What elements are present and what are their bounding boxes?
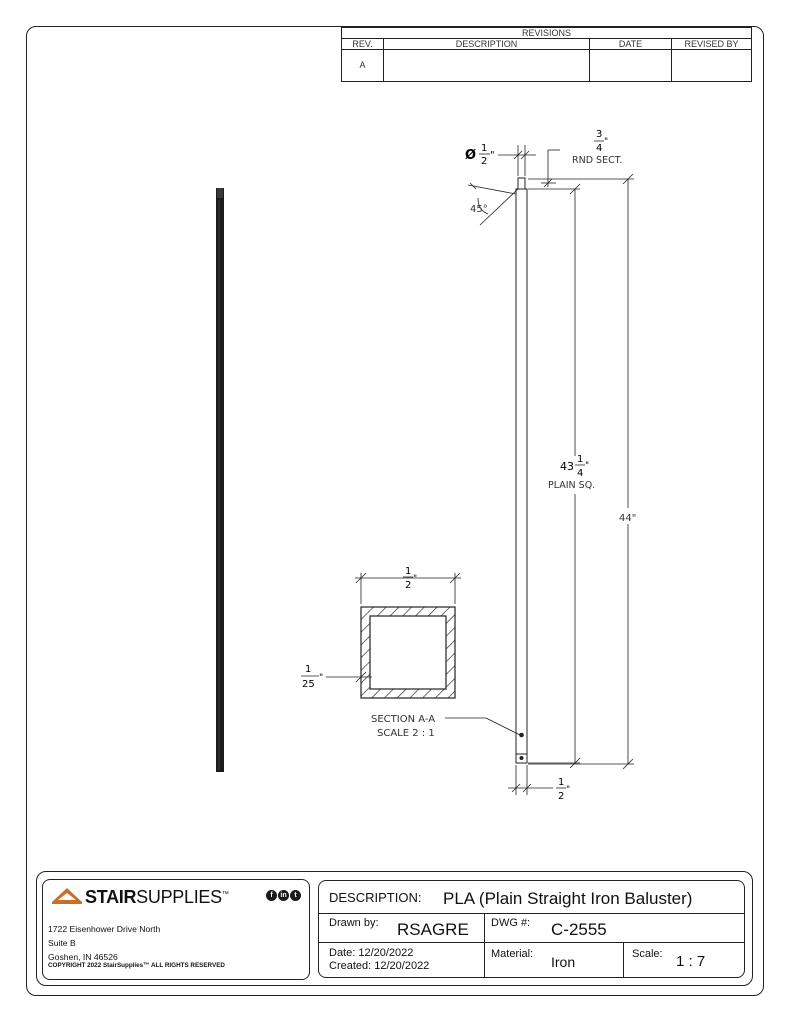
plain-length-denominator: 4 bbox=[577, 468, 584, 479]
dwg-number-value: C-2555 bbox=[551, 920, 607, 939]
facebook-icon[interactable]: f bbox=[266, 890, 277, 901]
pin-diameter-unit: " bbox=[490, 150, 495, 161]
address-line-1: 1722 Eisenhower Drive North bbox=[48, 924, 161, 934]
plain-length-label: PLAIN SQ. bbox=[548, 480, 596, 491]
section-width-unit: " bbox=[413, 574, 418, 584]
drawn-by-cell bbox=[319, 914, 485, 943]
pin-diameter-numerator: 1 bbox=[481, 143, 488, 154]
description-value: PLA (Plain Straight Iron Baluster) bbox=[443, 889, 693, 908]
dwg-number-label: DWG #: bbox=[491, 917, 531, 929]
drawn-by-label: Drawn by: bbox=[329, 917, 379, 929]
scale-value: 1 : 7 bbox=[676, 953, 706, 970]
section-width-numerator: 1 bbox=[405, 566, 412, 577]
description-label: DESCRIPTION: bbox=[329, 890, 422, 905]
date-cell bbox=[319, 943, 485, 977]
description-row bbox=[319, 881, 744, 914]
wall-thickness-unit: " bbox=[319, 673, 324, 683]
round-section-denominator: 4 bbox=[596, 143, 603, 154]
baluster-3d-view bbox=[216, 188, 224, 772]
date-header: DATE bbox=[589, 39, 671, 49]
twitter-icon[interactable]: t bbox=[290, 890, 301, 901]
company-logo bbox=[52, 885, 242, 907]
social-icons bbox=[266, 884, 306, 898]
section-a-a-view bbox=[361, 607, 455, 698]
plain-length-dimension bbox=[528, 184, 580, 768]
pin-diameter-denominator: 2 bbox=[481, 156, 488, 167]
address-line-3: Goshen, IN 46526 bbox=[48, 952, 118, 962]
linkedin-icon[interactable]: in bbox=[278, 890, 289, 901]
plain-length-numerator: 1 bbox=[577, 454, 584, 465]
section-leader-line bbox=[445, 718, 520, 735]
section-width-denominator: 2 bbox=[405, 580, 412, 591]
material-label: Material: bbox=[491, 948, 534, 960]
logo-bold-text: STAIR bbox=[85, 887, 137, 907]
rev-header: REV. bbox=[352, 39, 373, 49]
scale-label: Scale: bbox=[632, 948, 663, 960]
wall-thickness-denominator: 25 bbox=[302, 679, 315, 690]
logo-tm: ™ bbox=[221, 891, 229, 898]
plain-length-unit: " bbox=[585, 461, 590, 471]
bar-width-unit: " bbox=[566, 785, 571, 795]
created-line: Created: 12/20/2022 bbox=[329, 960, 430, 972]
pin-diameter-dimension bbox=[498, 145, 536, 176]
dwg-number-cell bbox=[485, 914, 744, 943]
logo-regular-text: SUPPLIES bbox=[136, 887, 222, 907]
drawn-by-value: RSAGRE bbox=[397, 920, 469, 939]
drawing-info-box bbox=[318, 880, 745, 978]
material-cell bbox=[485, 943, 624, 977]
description-header: DESCRIPTION bbox=[383, 39, 589, 49]
wall-thickness-numerator: 1 bbox=[305, 664, 312, 675]
revisions-title: REVISIONS bbox=[521, 28, 571, 38]
section-label: SECTION A-A bbox=[371, 714, 436, 725]
round-section-unit: " bbox=[604, 137, 609, 147]
address-line-2: Suite B bbox=[48, 938, 76, 948]
diameter-symbol: Ø bbox=[465, 148, 477, 163]
baluster-front-view bbox=[516, 178, 527, 763]
section-scale-label: SCALE 2 : 1 bbox=[377, 728, 435, 739]
round-section-dimension bbox=[541, 150, 560, 187]
bar-width-dimension bbox=[508, 765, 553, 795]
bar-width-denominator: 2 bbox=[558, 791, 565, 802]
overall-length-label: 44" bbox=[619, 513, 637, 524]
round-section-label: RND SECT. bbox=[572, 155, 623, 166]
material-value: Iron bbox=[551, 954, 576, 970]
chamfer-angle-label: 45° bbox=[470, 204, 488, 215]
plain-length-whole: 43 bbox=[560, 460, 574, 473]
scale-cell bbox=[624, 943, 744, 977]
bar-width-numerator: 1 bbox=[558, 777, 565, 788]
revision-letter: A bbox=[359, 60, 366, 70]
round-section-numerator: 3 bbox=[596, 129, 603, 140]
date-line: Date: 12/20/2022 bbox=[329, 947, 414, 959]
logo-triangle-icon bbox=[52, 888, 82, 904]
logo-wordmark bbox=[85, 887, 229, 908]
copyright-notice: COPYRIGHT 2022 StairSupplies™ ALL RIGHTS RESERVED bbox=[48, 962, 225, 969]
revised-by-header: REVISED BY bbox=[671, 39, 751, 49]
